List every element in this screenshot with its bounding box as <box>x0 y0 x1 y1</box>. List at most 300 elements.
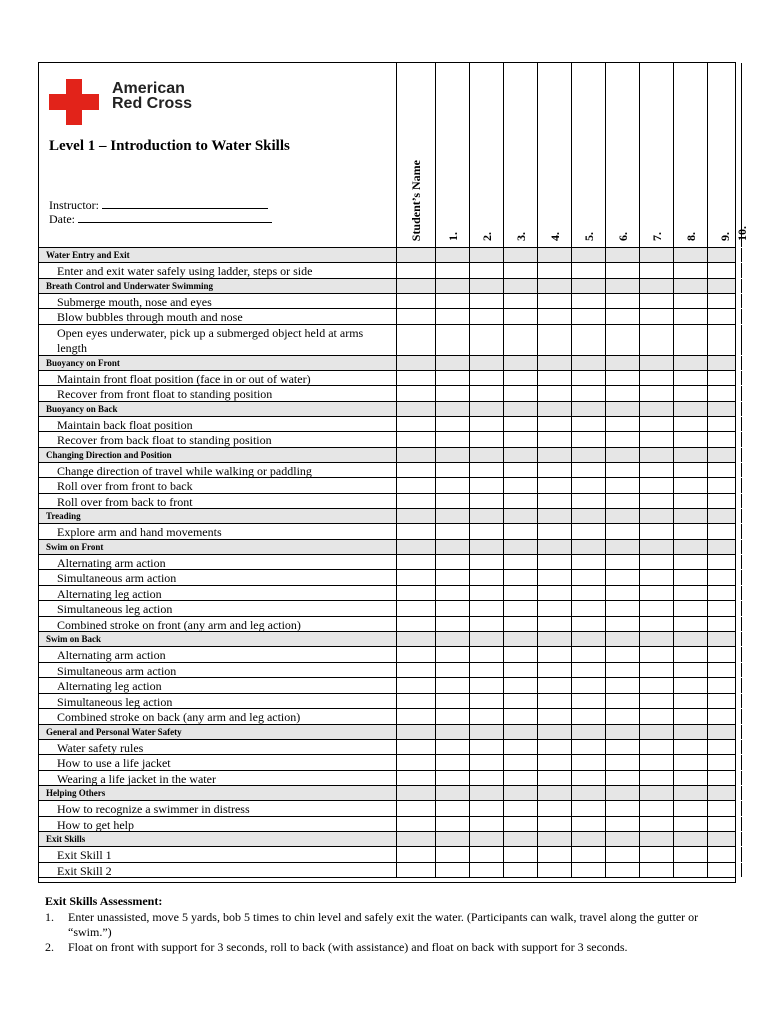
checkbox-cell[interactable] <box>469 463 503 478</box>
checkbox-cell[interactable] <box>741 647 742 662</box>
checkbox-cell[interactable] <box>537 694 571 709</box>
checkbox-cell[interactable] <box>673 586 707 601</box>
checkbox-cell[interactable] <box>741 386 742 401</box>
checkbox-cell[interactable] <box>605 755 639 770</box>
checkbox-cell[interactable] <box>639 709 673 724</box>
checkbox-cell[interactable] <box>741 601 742 616</box>
checkbox-cell[interactable] <box>571 570 605 585</box>
checkbox-cell[interactable] <box>707 663 741 678</box>
checkbox-cell[interactable] <box>605 494 639 509</box>
checkbox-cell[interactable] <box>537 617 571 632</box>
checkbox-cell[interactable] <box>639 386 673 401</box>
checkbox-cell[interactable] <box>469 663 503 678</box>
checkbox-cell[interactable] <box>741 663 742 678</box>
checkbox-cell[interactable] <box>503 678 537 693</box>
checkbox-cell[interactable] <box>503 586 537 601</box>
checkbox-cell[interactable] <box>503 740 537 755</box>
checkbox-cell[interactable] <box>537 263 571 278</box>
checkbox-cell[interactable] <box>639 617 673 632</box>
checkbox-cell[interactable] <box>707 524 741 539</box>
checkbox-cell[interactable] <box>673 555 707 570</box>
checkbox-cell[interactable] <box>673 601 707 616</box>
checkbox-cell[interactable] <box>707 494 741 509</box>
checkbox-cell[interactable] <box>537 647 571 662</box>
checkbox-cell[interactable] <box>741 847 742 862</box>
checkbox-cell[interactable] <box>707 771 741 786</box>
checkbox-cell <box>537 248 571 262</box>
checkbox-cell[interactable] <box>707 294 741 309</box>
checkbox-cell[interactable] <box>639 601 673 616</box>
checkbox-cell[interactable] <box>469 617 503 632</box>
checkbox-cell[interactable] <box>673 663 707 678</box>
checkbox-cell[interactable] <box>469 309 503 324</box>
checkbox-cell[interactable] <box>707 617 741 632</box>
checkbox-cell[interactable] <box>741 570 742 585</box>
checkbox-cell[interactable] <box>537 309 571 324</box>
checkbox-cell[interactable] <box>707 432 741 447</box>
checkbox-cell[interactable] <box>707 601 741 616</box>
checkbox-cell[interactable] <box>707 463 741 478</box>
checkbox-cell[interactable] <box>707 847 741 862</box>
checkbox-cell[interactable] <box>571 325 605 355</box>
checkbox-cell[interactable] <box>673 801 707 816</box>
checkbox-cell[interactable] <box>639 478 673 493</box>
checkbox-cell[interactable] <box>469 817 503 832</box>
checkbox-cell[interactable] <box>503 309 537 324</box>
checkbox-cell[interactable] <box>435 586 469 601</box>
checkbox-cell[interactable] <box>503 432 537 447</box>
checkbox-cell[interactable] <box>435 663 469 678</box>
checkbox-cell[interactable] <box>537 755 571 770</box>
checkbox-cell[interactable] <box>469 647 503 662</box>
skill-row <box>39 771 735 787</box>
skill-row <box>39 386 735 402</box>
checkbox-cell[interactable] <box>673 309 707 324</box>
checkbox-cell[interactable] <box>537 555 571 570</box>
checkbox-cell[interactable] <box>673 709 707 724</box>
checkbox-cell[interactable] <box>435 263 469 278</box>
checkbox-cell[interactable] <box>673 432 707 447</box>
checkbox-cell[interactable] <box>537 463 571 478</box>
checkbox-cell[interactable] <box>639 755 673 770</box>
checkbox-cell[interactable] <box>503 663 537 678</box>
checkbox-cell[interactable] <box>571 463 605 478</box>
checkbox-cell[interactable] <box>571 309 605 324</box>
checkbox-cell[interactable] <box>469 586 503 601</box>
checkbox-cell[interactable] <box>605 478 639 493</box>
checkbox-cell[interactable] <box>469 386 503 401</box>
checkbox-cell[interactable] <box>605 263 639 278</box>
checkbox-cell[interactable] <box>571 371 605 386</box>
checkbox-cell[interactable] <box>571 601 605 616</box>
checkbox-cell[interactable] <box>639 325 673 355</box>
checkbox-cell[interactable] <box>707 325 741 355</box>
checkbox-cell[interactable] <box>469 524 503 539</box>
checkbox-cell[interactable] <box>605 524 639 539</box>
checkbox-cell[interactable] <box>435 386 469 401</box>
checkbox-cell[interactable] <box>673 570 707 585</box>
checkbox-cell[interactable] <box>571 432 605 447</box>
checkbox-cell[interactable] <box>707 740 741 755</box>
checkbox-cell[interactable] <box>673 263 707 278</box>
checkbox-cell[interactable] <box>707 417 741 432</box>
checkbox-cell[interactable] <box>571 801 605 816</box>
checkbox-cell[interactable] <box>605 678 639 693</box>
checkbox-cell[interactable] <box>503 524 537 539</box>
checkbox-cell[interactable] <box>605 601 639 616</box>
checkbox-cell[interactable] <box>435 771 469 786</box>
checkbox-cell[interactable] <box>741 586 742 601</box>
checkbox-cell[interactable] <box>435 478 469 493</box>
checkbox-cell[interactable] <box>537 417 571 432</box>
checkbox-cell[interactable] <box>605 570 639 585</box>
checkbox-cell[interactable] <box>571 847 605 862</box>
checkbox-cell[interactable] <box>537 325 571 355</box>
checkbox-cell[interactable] <box>741 740 742 755</box>
checkbox-cell[interactable] <box>469 771 503 786</box>
checkbox-cell[interactable] <box>741 524 742 539</box>
checkbox-cell[interactable] <box>469 601 503 616</box>
checkbox-cell[interactable] <box>605 294 639 309</box>
checkbox-cell[interactable] <box>639 309 673 324</box>
checkbox-cell[interactable] <box>605 771 639 786</box>
checkbox-cell[interactable] <box>537 294 571 309</box>
checkbox-cell[interactable] <box>707 386 741 401</box>
checkbox-cell[interactable] <box>503 570 537 585</box>
checkbox-cell[interactable] <box>605 325 639 355</box>
checkbox-cell[interactable] <box>707 755 741 770</box>
checkbox-cell[interactable] <box>537 709 571 724</box>
checkbox-cell[interactable] <box>537 663 571 678</box>
checkbox-cell[interactable] <box>639 371 673 386</box>
checkbox-cell[interactable] <box>537 570 571 585</box>
skill-label-cell <box>39 601 396 616</box>
checkbox-cell[interactable] <box>673 694 707 709</box>
checkbox-cell[interactable] <box>503 601 537 616</box>
checkbox-cell[interactable] <box>605 663 639 678</box>
checkbox-cell[interactable] <box>503 325 537 355</box>
checkbox-cell[interactable] <box>639 740 673 755</box>
checkbox-cell[interactable] <box>469 263 503 278</box>
checkbox-cell[interactable] <box>469 678 503 693</box>
checkbox-cell[interactable] <box>503 694 537 709</box>
checkbox-cell[interactable] <box>639 694 673 709</box>
checkbox-cell[interactable] <box>673 325 707 355</box>
checkbox-cell[interactable] <box>741 494 742 509</box>
checkbox-cell[interactable] <box>571 586 605 601</box>
student-column-header <box>735 63 749 247</box>
checkbox-cell[interactable] <box>741 263 742 278</box>
checkbox-cell[interactable] <box>741 709 742 724</box>
checkbox-cell[interactable] <box>537 740 571 755</box>
checkbox-cell[interactable] <box>571 417 605 432</box>
checkbox-cell[interactable] <box>469 432 503 447</box>
checkbox-cell[interactable] <box>571 817 605 832</box>
checkbox-cell[interactable] <box>673 386 707 401</box>
checkbox-cell[interactable] <box>435 678 469 693</box>
checkbox-cell[interactable] <box>707 555 741 570</box>
checkbox-cell[interactable] <box>469 555 503 570</box>
checkbox-cell[interactable] <box>707 647 741 662</box>
checkbox-cell[interactable] <box>639 647 673 662</box>
checkbox-cell[interactable] <box>673 463 707 478</box>
checkbox-cell[interactable] <box>571 771 605 786</box>
date-field[interactable] <box>78 212 272 223</box>
checkbox-cell[interactable] <box>741 294 742 309</box>
checkbox-cell[interactable] <box>741 417 742 432</box>
checkbox-cell[interactable] <box>673 371 707 386</box>
checkbox-cell[interactable] <box>503 263 537 278</box>
checkbox-cell[interactable] <box>503 755 537 770</box>
checkbox-cell[interactable] <box>571 709 605 724</box>
checkbox-cell[interactable] <box>707 817 741 832</box>
checkbox-cell[interactable] <box>639 417 673 432</box>
checkbox-cell[interactable] <box>571 647 605 662</box>
checkbox-cell[interactable] <box>741 694 742 709</box>
checkbox-cell[interactable] <box>673 417 707 432</box>
checkbox-cell[interactable] <box>435 325 469 355</box>
checkbox-cell[interactable] <box>741 863 742 878</box>
checkbox-cell[interactable] <box>503 386 537 401</box>
checkbox-cell[interactable] <box>435 309 469 324</box>
checkbox-cell[interactable] <box>741 463 742 478</box>
checkbox-cell[interactable] <box>639 771 673 786</box>
checkbox-cell[interactable] <box>605 417 639 432</box>
checkbox-cell[interactable] <box>503 555 537 570</box>
checkbox-cell[interactable] <box>503 863 537 878</box>
checkbox-cell[interactable] <box>571 740 605 755</box>
checkbox-cell <box>537 356 571 370</box>
checkbox-cell[interactable] <box>639 524 673 539</box>
checkbox-cell[interactable] <box>503 647 537 662</box>
checkbox-cell[interactable] <box>469 694 503 709</box>
checkbox-cell[interactable] <box>741 432 742 447</box>
checkbox-cell[interactable] <box>605 432 639 447</box>
checkbox-cell[interactable] <box>435 740 469 755</box>
checkbox-cell[interactable] <box>435 647 469 662</box>
checkbox-cell[interactable] <box>741 325 742 355</box>
checkbox-cell[interactable] <box>537 771 571 786</box>
checkbox-cell[interactable] <box>435 847 469 862</box>
checkbox-cell[interactable] <box>639 801 673 816</box>
checkbox-cell[interactable] <box>571 478 605 493</box>
checkbox-cell[interactable] <box>707 586 741 601</box>
checkbox-cell[interactable] <box>503 371 537 386</box>
checkbox-cell[interactable] <box>469 478 503 493</box>
checkbox-cell[interactable] <box>639 663 673 678</box>
checkbox-cell[interactable] <box>435 801 469 816</box>
checkbox-cell[interactable] <box>673 755 707 770</box>
checkbox-cell[interactable] <box>707 678 741 693</box>
checkbox-cell[interactable] <box>605 847 639 862</box>
checkbox-cell[interactable] <box>605 647 639 662</box>
checkbox-cell[interactable] <box>605 801 639 816</box>
checkbox-cell[interactable] <box>435 863 469 878</box>
checkbox-cell[interactable] <box>469 417 503 432</box>
checkbox-cell[interactable] <box>571 263 605 278</box>
checkbox-cell[interactable] <box>639 463 673 478</box>
checkbox-cell[interactable] <box>469 494 503 509</box>
checkbox-cell[interactable] <box>707 709 741 724</box>
checkbox-cell[interactable] <box>469 570 503 585</box>
checkbox-cell[interactable] <box>435 432 469 447</box>
checkbox-cell[interactable] <box>673 647 707 662</box>
checkbox-cell[interactable] <box>503 494 537 509</box>
checkbox-cell[interactable] <box>605 863 639 878</box>
checkbox-cell[interactable] <box>469 294 503 309</box>
checkbox-cell[interactable] <box>435 755 469 770</box>
checkbox-cell[interactable] <box>571 678 605 693</box>
checkbox-cell[interactable] <box>537 847 571 862</box>
checkbox-cell[interactable] <box>571 617 605 632</box>
checkbox-cell[interactable] <box>435 371 469 386</box>
checkbox-cell[interactable] <box>707 309 741 324</box>
checkbox-cell[interactable] <box>571 863 605 878</box>
checkbox-cell[interactable] <box>741 817 742 832</box>
checkbox-cell <box>571 786 605 800</box>
checkbox-cell[interactable] <box>673 294 707 309</box>
checkbox-cell[interactable] <box>571 294 605 309</box>
checkbox-cell[interactable] <box>503 617 537 632</box>
checkbox-cell[interactable] <box>741 678 742 693</box>
checkbox-cell[interactable] <box>469 847 503 862</box>
checkbox-cell[interactable] <box>605 817 639 832</box>
checkbox-cell[interactable] <box>639 570 673 585</box>
checkbox-cell[interactable] <box>605 740 639 755</box>
checkbox-cell[interactable] <box>605 694 639 709</box>
checkbox-cell[interactable] <box>503 478 537 493</box>
checkbox-cell[interactable] <box>435 555 469 570</box>
checkbox-cell[interactable] <box>571 555 605 570</box>
checkbox-cell[interactable] <box>707 801 741 816</box>
checkbox-cell[interactable] <box>435 494 469 509</box>
checkbox-cell[interactable] <box>673 494 707 509</box>
checkbox-cell[interactable] <box>571 663 605 678</box>
checkbox-cell[interactable] <box>503 801 537 816</box>
checkbox-cell[interactable] <box>537 371 571 386</box>
checkbox-cell[interactable] <box>673 740 707 755</box>
checkbox-cell[interactable] <box>469 863 503 878</box>
checkbox-cell[interactable] <box>435 294 469 309</box>
checkbox-cell[interactable] <box>741 478 742 493</box>
checkbox-cell[interactable] <box>741 617 742 632</box>
instructor-field[interactable] <box>102 198 268 209</box>
checkbox-cell[interactable] <box>605 309 639 324</box>
checkbox-cell[interactable] <box>503 771 537 786</box>
checkbox-cell[interactable] <box>639 586 673 601</box>
checkbox-cell[interactable] <box>503 463 537 478</box>
checkbox-cell[interactable] <box>639 263 673 278</box>
checkbox-cell[interactable] <box>639 817 673 832</box>
checkbox-cell[interactable] <box>435 417 469 432</box>
checkbox-cell[interactable] <box>435 694 469 709</box>
checkbox-cell[interactable] <box>605 555 639 570</box>
checkbox-cell[interactable] <box>469 325 503 355</box>
checkbox-cell[interactable] <box>605 617 639 632</box>
checkbox-cell[interactable] <box>673 847 707 862</box>
checkbox-cell[interactable] <box>469 740 503 755</box>
checkbox-cell[interactable] <box>639 678 673 693</box>
checkbox-cell[interactable] <box>469 709 503 724</box>
checkbox-cell[interactable] <box>537 801 571 816</box>
checkbox-cell[interactable] <box>707 263 741 278</box>
checkbox-cell[interactable] <box>673 863 707 878</box>
skill-row <box>39 570 735 586</box>
checkbox-cell[interactable] <box>503 709 537 724</box>
checkbox-cell[interactable] <box>741 555 742 570</box>
checkbox-cell[interactable] <box>707 570 741 585</box>
checkbox-cell[interactable] <box>673 678 707 693</box>
checkbox-cell[interactable] <box>469 371 503 386</box>
checkbox-cell[interactable] <box>503 847 537 862</box>
checkbox-cell[interactable] <box>435 817 469 832</box>
checkbox-cell[interactable] <box>537 863 571 878</box>
checkbox-cell[interactable] <box>435 570 469 585</box>
checkbox-cell[interactable] <box>673 478 707 493</box>
checkbox-cell[interactable] <box>639 294 673 309</box>
checkbox-cell[interactable] <box>537 524 571 539</box>
checkbox-cell[interactable] <box>537 478 571 493</box>
checkbox-cell[interactable] <box>537 432 571 447</box>
checkbox-cell[interactable] <box>537 678 571 693</box>
checkbox-cell[interactable] <box>639 494 673 509</box>
checkbox-cell[interactable] <box>571 755 605 770</box>
checkbox-cell[interactable] <box>605 463 639 478</box>
checkbox-cell[interactable] <box>707 863 741 878</box>
checkbox-cell[interactable] <box>673 617 707 632</box>
checkbox-cell[interactable] <box>435 601 469 616</box>
checkbox-cell[interactable] <box>435 709 469 724</box>
checkbox-cell[interactable] <box>741 309 742 324</box>
checkbox-cell[interactable] <box>571 386 605 401</box>
checkbox-cell[interactable] <box>537 817 571 832</box>
checkbox-cell[interactable] <box>571 524 605 539</box>
checkbox-cell[interactable] <box>741 371 742 386</box>
checkbox-cell[interactable] <box>571 694 605 709</box>
checkbox-cell[interactable] <box>673 524 707 539</box>
checkbox-cell[interactable] <box>503 817 537 832</box>
checkbox-cell[interactable] <box>435 463 469 478</box>
checkbox-cell[interactable] <box>435 524 469 539</box>
checkbox-cell[interactable] <box>537 601 571 616</box>
checkbox-cell[interactable] <box>503 294 537 309</box>
checkbox-cell[interactable] <box>639 432 673 447</box>
checkbox-cell[interactable] <box>673 817 707 832</box>
checkbox-cell[interactable] <box>537 586 571 601</box>
checkbox-cell[interactable] <box>537 494 571 509</box>
checkbox-cell[interactable] <box>741 801 742 816</box>
checkbox-cell[interactable] <box>605 586 639 601</box>
checkbox-cell[interactable] <box>537 386 571 401</box>
checkbox-cell[interactable] <box>435 617 469 632</box>
checkbox-cell[interactable] <box>503 417 537 432</box>
checkbox-cell[interactable] <box>639 555 673 570</box>
checkbox-cell[interactable] <box>741 771 742 786</box>
checkbox-cell[interactable] <box>639 863 673 878</box>
checkbox-cell[interactable] <box>469 801 503 816</box>
checkbox-cell[interactable] <box>707 371 741 386</box>
checkbox-cell[interactable] <box>707 478 741 493</box>
checkbox-cell[interactable] <box>707 694 741 709</box>
checkbox-cell[interactable] <box>571 494 605 509</box>
checkbox-cell[interactable] <box>673 771 707 786</box>
checkbox-cell[interactable] <box>605 371 639 386</box>
checkbox-cell[interactable] <box>639 847 673 862</box>
checkbox-cell[interactable] <box>605 386 639 401</box>
checkbox-cell[interactable] <box>741 755 742 770</box>
checkbox-cell[interactable] <box>605 709 639 724</box>
checkbox-cell[interactable] <box>469 755 503 770</box>
